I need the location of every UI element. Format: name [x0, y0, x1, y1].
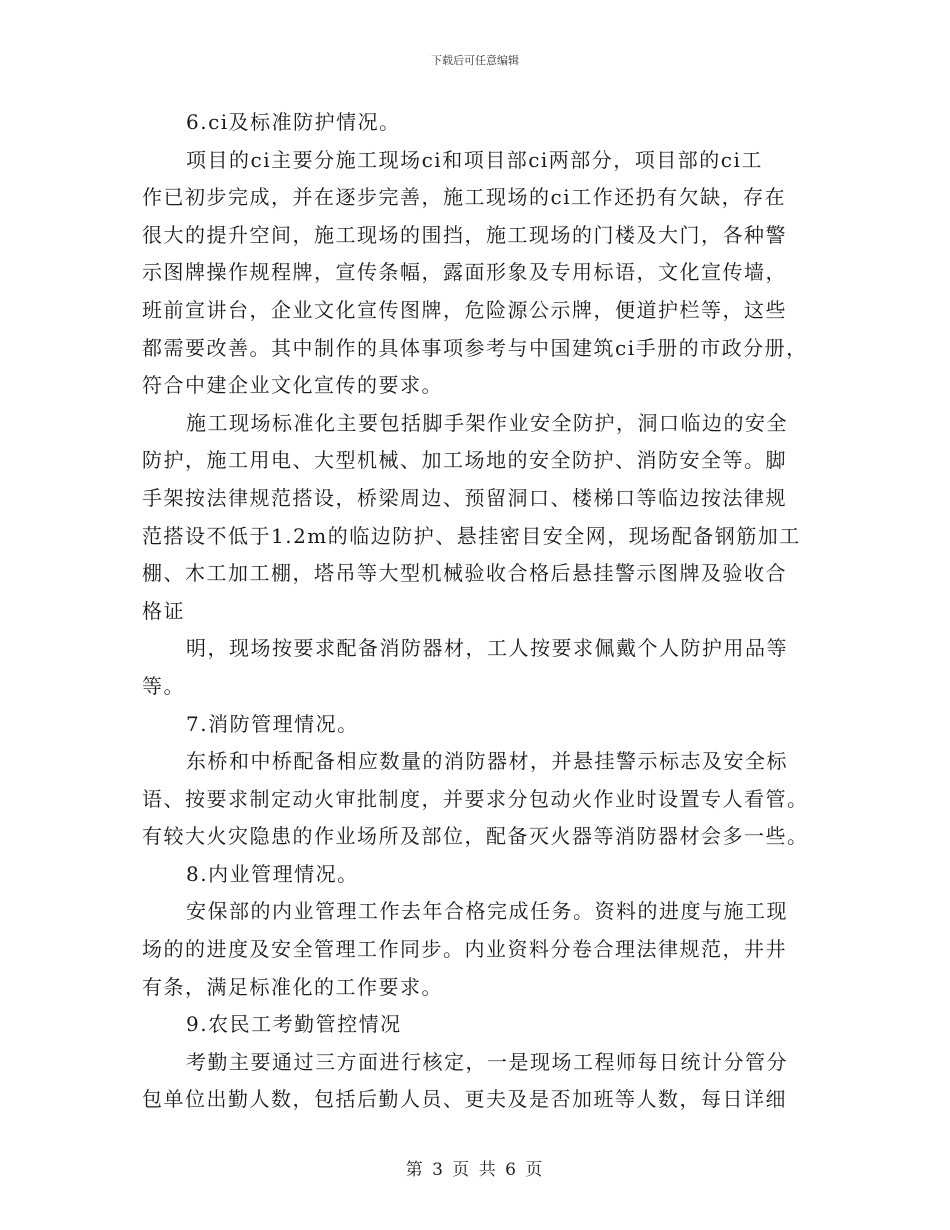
- paragraph-line: 很大的提升空间，施工现场的围挡，施工现场的门楼及大门，各种警: [142, 222, 787, 247]
- paragraph-line: 作已初步完成，并在逐步完善，施工现场的ci工作还扔有欠缺，存在: [142, 185, 787, 210]
- paragraph-line: 范搭设不低于1.2m的临边防护、悬挂密目安全网，现场配备钢筋加工: [142, 523, 801, 548]
- page-header: 下载后可任意编辑: [431, 54, 519, 67]
- paragraph-line: 包单位出勤人数，包括后勤人员、更夫及是否加班等人数，每日详细: [142, 1087, 787, 1112]
- paragraph-line: 都需要改善。其中制作的具体事项参考与中国建筑ci手册的市政分册，: [142, 335, 808, 360]
- document-body: [142, 104, 809, 1119]
- section-heading: 7.消防管理情况。: [186, 711, 359, 736]
- paragraph-line: 示图牌操作规程牌，宣传条幅，露面形象及专用标语，文化宣传墙，: [142, 260, 787, 285]
- paragraph-line: 等。: [142, 673, 185, 698]
- paragraph-line: 棚、木工加工棚，塔吊等大型机械验收合格后悬挂警示图牌及验收合: [142, 561, 787, 586]
- paragraph-line: 安保部的内业管理工作去年合格完成任务。资料的进度与施工现: [186, 899, 788, 924]
- paragraph-line: 东桥和中桥配备相应数量的消防器材，并悬挂警示标志及安全标: [186, 749, 788, 774]
- paragraph-line: 班前宣讲台，企业文化宣传图牌，危险源公示牌，便道护栏等，这些: [142, 297, 787, 322]
- paragraph-line: 手架按法律规范搭设，桥梁周边、预留洞口、楼梯口等临边按法律规: [142, 485, 787, 510]
- paragraph-line: 项目的ci主要分施工现场ci和项目部ci两部分，项目部的ci工: [186, 147, 763, 172]
- section-heading: 9.农民工考勤管控情况: [186, 1012, 402, 1037]
- paragraph-line: 格证: [142, 598, 185, 623]
- page-number-footer: 第 3 页 共 6 页: [405, 1160, 545, 1180]
- section-heading: 6.ci及标准防护情况。: [186, 110, 401, 134]
- paragraph-line: 考勤主要通过三方面进行核定，一是现场工程师每日统计分管分: [186, 1049, 788, 1074]
- section-heading: 8.内业管理情况。: [186, 861, 359, 886]
- paragraph-line: 场的的进度及安全管理工作同步。内业资料分卷合理法律规范，井井: [142, 937, 787, 962]
- paragraph-line: 明，现场按要求配备消防器材，工人按要求佩戴个人防护用品等: [186, 636, 788, 661]
- paragraph-line: 有条，满足标准化的工作要求。: [142, 974, 443, 999]
- paragraph-line: 符合中建企业文化宣传的要求。: [142, 373, 443, 398]
- paragraph-line: 有较大火灾隐患的作业场所及部位，配备灭火器等消防器材会多一些。: [142, 824, 809, 849]
- paragraph-line: 语、按要求制定动火审批制度，并要求分包动火作业时设置专人看管。: [142, 786, 809, 811]
- paragraph-line: 施工现场标准化主要包括脚手架作业安全防护，洞口临边的安全: [186, 410, 788, 435]
- paragraph-line: 防护，施工用电、大型机械、加工场地的安全防护、消防安全等。脚: [142, 448, 787, 473]
